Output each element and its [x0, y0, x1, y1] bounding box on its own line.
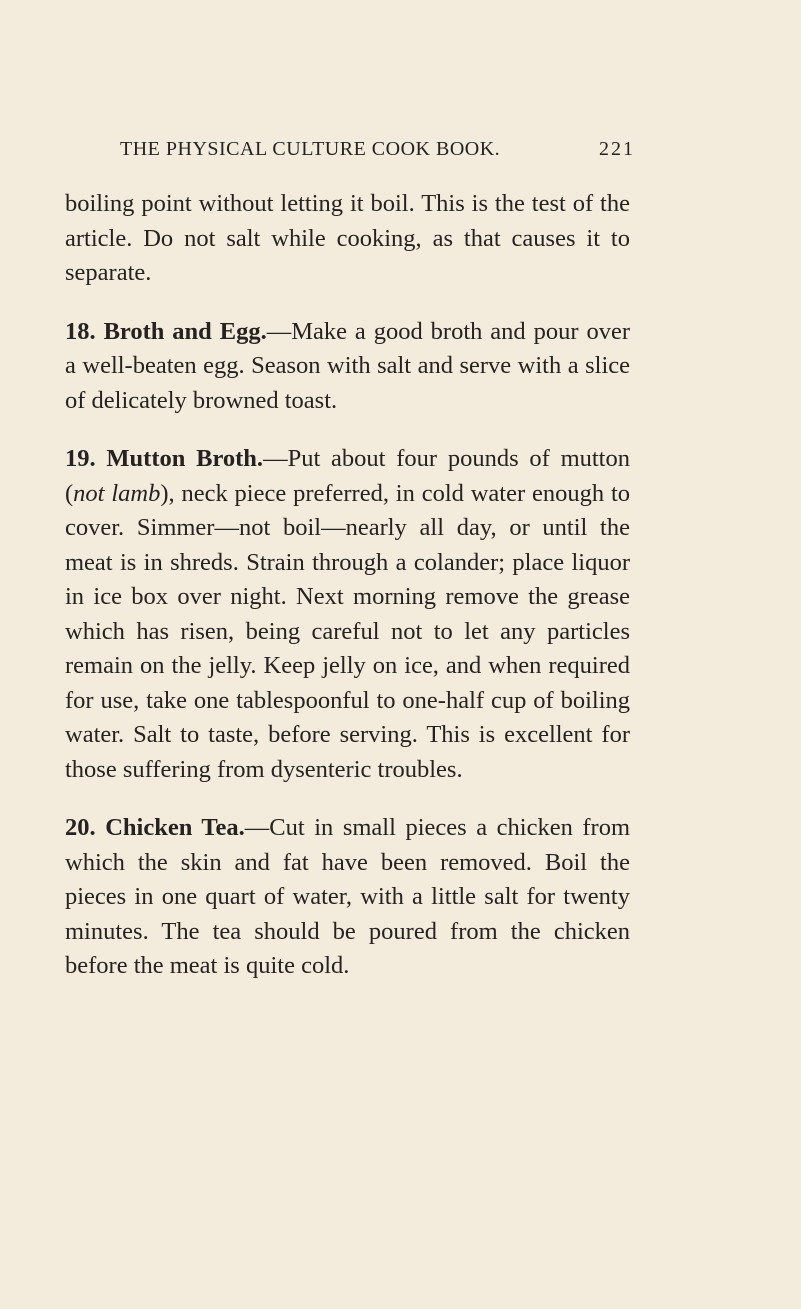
- recipe-20: [65, 811, 630, 984]
- recipe-19-heading: [65, 445, 263, 472]
- continuation-paragraph: [65, 187, 630, 291]
- page-number: 221: [599, 138, 635, 160]
- recipe-20-heading: [65, 814, 245, 841]
- recipe-18: [65, 315, 630, 419]
- running-head: [120, 138, 635, 168]
- recipe-19-text-after: ), neck piece preferred, in cold water enough to cover. Simmer—not boil—nearly all day, or until the meat is in shreds. Strain through a colander; place liquor in ice box over night. Next morning remove the grease which has risen, being careful not to let any particles remain on the jelly. Keep jelly on ice, and when required for use, take one tablespoonful to one-half cup of boiling water. Salt to taste, before serving. This is excellent for those suffering from dysenteric troubles.: [65, 479, 630, 783]
- recipe-19-text-before: —Put about four pounds of mutton (: [65, 445, 630, 507]
- page-body: [65, 187, 630, 984]
- running-title: THE PHYSICAL CULTURE COOK BOOK.: [120, 138, 501, 160]
- recipe-20-text: —Cut in small pieces a chicken from which the skin and fat have been removed. Boil the pieces in one quart of water, with a little salt for twenty minutes. The tea should be poured from the chicken before the meat is quite cold.: [65, 814, 630, 979]
- recipe-20-title: Chicken Tea.: [105, 814, 245, 841]
- recipe-20-number: 20.: [65, 814, 96, 841]
- continuation-text: boiling point without letting it boil. This is the test of the article. Do not salt while cooking, as that causes it to separate.: [65, 190, 630, 286]
- recipe-19-italic-note: not lamb: [73, 479, 161, 507]
- recipe-19: [65, 442, 630, 787]
- recipe-18-title: Broth and Egg.: [103, 317, 267, 345]
- recipe-19-title: Mutton Broth.: [106, 445, 264, 472]
- recipe-18-heading: [65, 318, 267, 345]
- recipe-19-number: 19.: [65, 445, 96, 472]
- recipe-18-number: 18.: [65, 317, 96, 345]
- recipe-18-text: —Make a good broth and pour over a well-beaten egg. Season with salt and serve with a slice of delicately browned toast.: [65, 317, 630, 414]
